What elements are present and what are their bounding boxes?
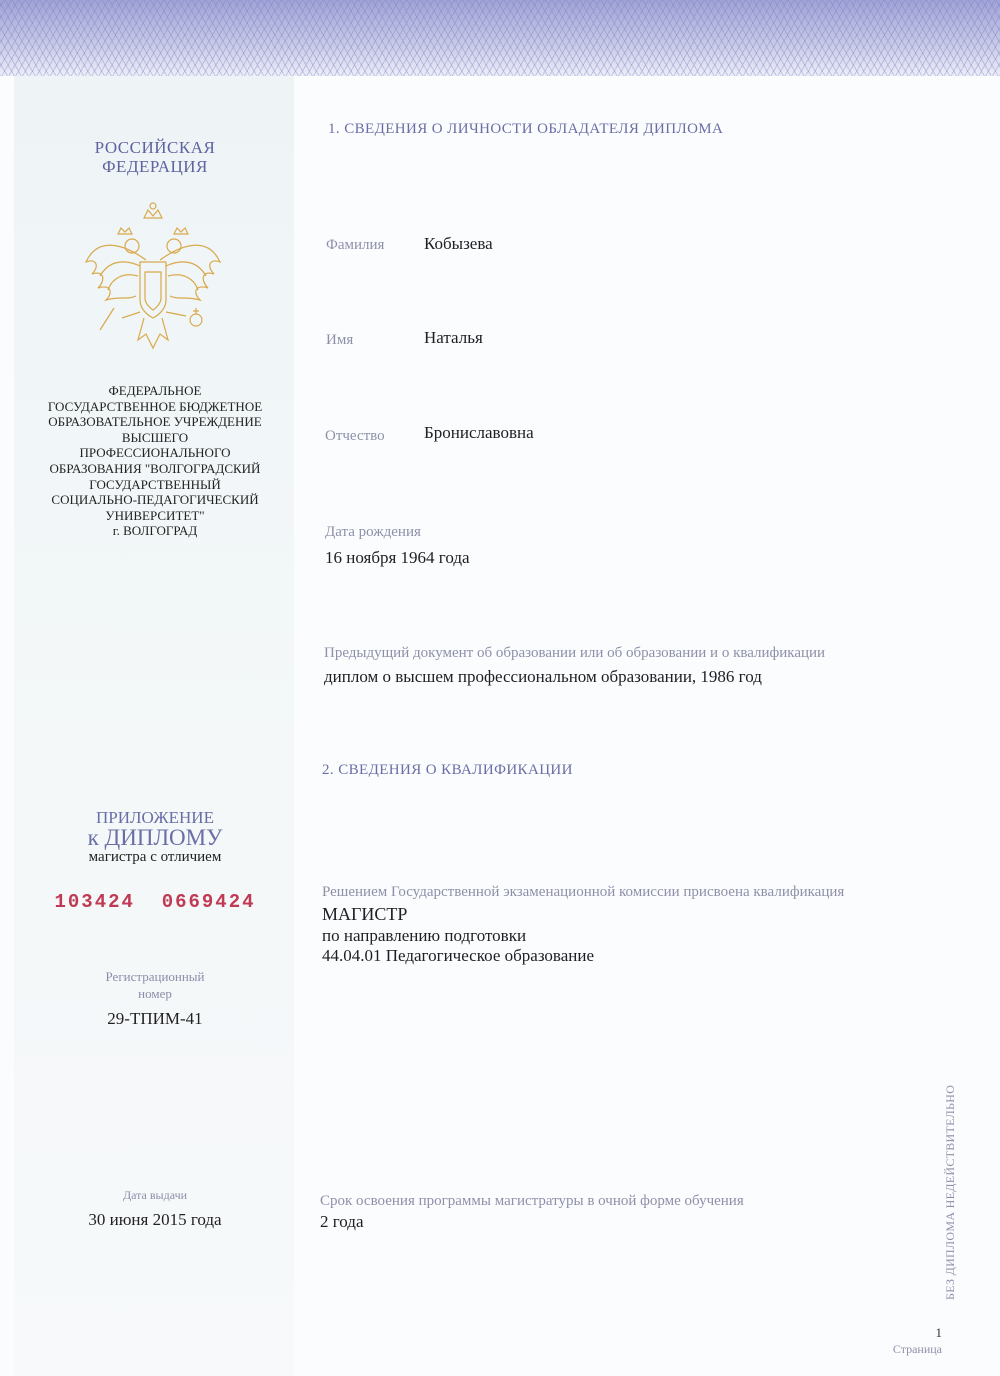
institution-line: ГОСУДАРСТВЕННЫЙ — [89, 476, 221, 492]
registration-label — [20, 968, 290, 1002]
institution-line: ФЕДЕРАЛЬНОЕ — [108, 383, 202, 398]
qualification-value: МАГИСТР — [322, 904, 408, 924]
country-line-2: ФЕДЕРАЦИЯ — [102, 157, 208, 176]
institution-line: ОБРАЗОВАТЕЛЬНОЕ УЧРЕЖДЕНИЕ — [48, 414, 262, 430]
surname-value: Кобызева — [424, 234, 493, 253]
page-number: 1 — [935, 1325, 942, 1340]
country-line-1: РОССИЙСКАЯ — [94, 138, 216, 157]
appendix-degree: магистра с отличием — [88, 849, 222, 865]
patronymic-label: Отчество — [325, 428, 385, 444]
previous-document-label: Предыдущий документ об образовании или об образовании и о квалификации — [324, 645, 826, 661]
birth-date-label: Дата рождения — [325, 524, 421, 540]
appendix-title-line-2: к ДИПЛОМУ — [87, 825, 223, 850]
institution-line: ГОСУДАРСТВЕННОЕ БЮДЖЕТНОЕ — [47, 398, 263, 414]
serial-number: 103424 0669424 — [54, 891, 256, 913]
registration-number: 29-ТПИМ-41 — [107, 1009, 203, 1028]
issue-date-label: Дата выдачи — [122, 1188, 188, 1202]
direction-value: 44.04.01 Педагогическое образование — [322, 946, 595, 965]
section-1-title: 1. СВЕДЕНИЯ О ЛИЧНОСТИ ОБЛАДАТЕЛЯ ДИПЛОМА — [328, 121, 724, 137]
patronymic-value: Брониславовна — [424, 423, 534, 442]
country-title — [20, 138, 290, 176]
validity-note-vertical: БЕЗ ДИПЛОМА НЕДЕЙСТВИТЕЛЬНО — [943, 1084, 957, 1300]
institution-line: ПРОФЕССИОНАЛЬНОГО — [79, 445, 231, 461]
name-label: Имя — [326, 332, 354, 348]
institution-line: СОЦИАЛЬНО-ПЕДАГОГИЧЕСКИЙ — [51, 492, 259, 508]
page-label: Страница — [892, 1342, 942, 1356]
qualification-label: Решением Государственной экзаменационной комиссии присвоена квалификация — [322, 884, 845, 900]
study-duration-label: Срок освоения программы магистратуры в очной форме обучения — [320, 1193, 744, 1209]
institution-line: ВЫСШЕГО — [121, 429, 189, 445]
coat-of-arms-icon — [78, 200, 228, 360]
study-duration-value: 2 года — [320, 1212, 364, 1231]
institution-name — [20, 383, 290, 539]
surname-label: Фамилия — [326, 237, 385, 253]
institution-line: г. ВОЛГОГРАД — [112, 523, 198, 539]
name-value: Наталья — [424, 328, 483, 347]
registration-label-line-1: Регистрационный — [105, 969, 205, 984]
birth-date-value: 16 ноября 1964 года — [325, 548, 470, 567]
appendix-title — [20, 808, 290, 848]
registration-label-line-2: номер — [138, 986, 172, 1001]
issue-date-value: 30 июня 2015 года — [88, 1210, 222, 1229]
institution-line: ОБРАЗОВАНИЯ "ВОЛГОГРАДСКИЙ — [49, 460, 261, 476]
guilloche-top-band — [0, 0, 1000, 76]
institution-line: УНИВЕРСИТЕТ" — [105, 507, 205, 523]
appendix-title-line-1: ПРИЛОЖЕНИЕ — [96, 808, 214, 827]
previous-document-value: диплом о высшем профессиональном образовании, 1986 год — [324, 667, 762, 686]
direction-label: по направлению подготовки — [322, 926, 527, 945]
section-2-title: 2. СВЕДЕНИЯ О КВАЛИФИКАЦИИ — [322, 762, 573, 778]
